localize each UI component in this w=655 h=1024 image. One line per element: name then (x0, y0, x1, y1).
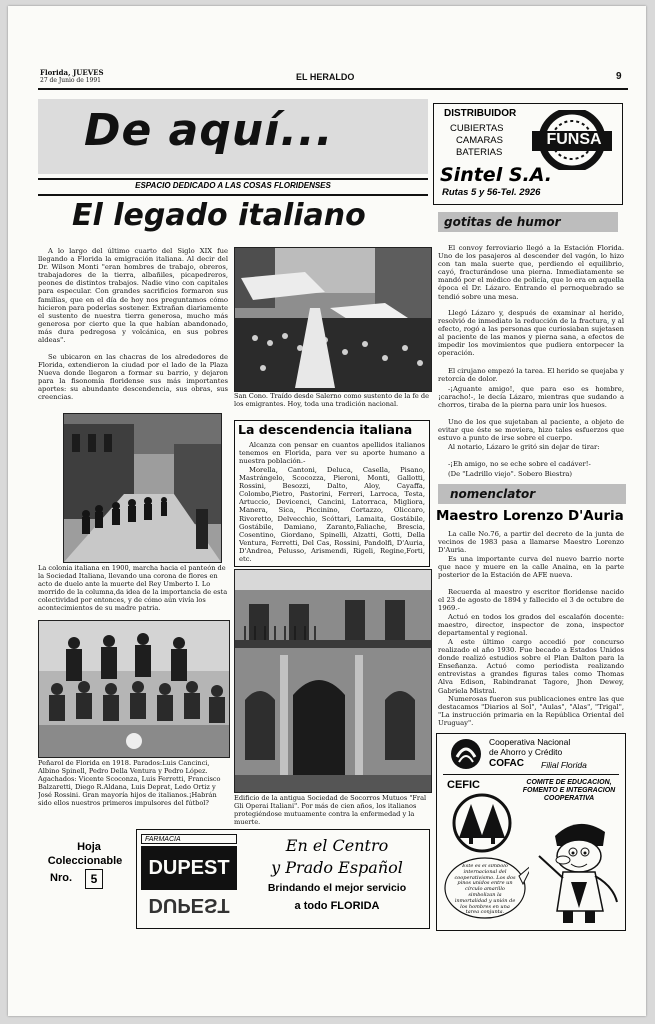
main-headline: El legado italiano (72, 198, 366, 233)
subtitle-rule (38, 194, 428, 196)
newspaper-page (8, 6, 646, 1016)
society-building-photo (234, 569, 432, 793)
pharmacy-line-4: a todo FLORIDA (294, 900, 380, 912)
cefic-label: CEFIC (447, 779, 480, 791)
cofac-rule (443, 774, 619, 775)
gotitas-para-1: El convoy ferroviario llegó a la Estación Florida. Uno de los pasajeros al descender del vagón, lo hizo con tan mala suerte que, perdiendo el equilibrio, cayó, fracturándose una pierna. Inmediatamente se mandó por el médico de policía, que lo era en aquella época el Dr. Lázaro. Entrando el pernoquebrado se tendió sobre una mesa. (438, 244, 624, 301)
gotitas-para-2: Llegó Lázaro y, después de examinar al herido, resolvió de inmediato la reducción de la fractura, y al efecto, rogó a las personas que curiosiaban sujetasen al paciente de las manos y pierna sana, a efectos de impedir los movimientos que pudiera entorpecer la operación. (438, 309, 624, 358)
cofac-brand: COFAC (489, 758, 524, 769)
descendencia-title: La descendencia italiana (238, 422, 413, 437)
sintel-address: Rutas 5 y 56-Tel. 2926 (442, 187, 541, 198)
gotitas-para-7: -¡Eh amigo, no se eche sobre el cadáver!- (448, 460, 591, 468)
cofac-line-1: Cooperativa Nacional (489, 737, 571, 747)
hoja-label: Hoja (77, 841, 101, 853)
colony-march-photo (63, 413, 222, 563)
cofac-logo-icon (449, 737, 483, 771)
hoja-coleccionable: Coleccionable (47, 855, 123, 867)
hoja-nro-label: Nro. (50, 872, 72, 884)
nomenclator-para-3: Recuerda al maestro y escritor floridense nacido el 23 de agosto de 1894 y fallecido el 3 de octubre de 1969.- (438, 588, 624, 613)
nomenclator-para-5: A este último cargo accedió por concurso realizado el año 1930. Fue becado a Estados Unidos donde realizó estudios sobre el Plan Dalton para la Enseñanza. Actuó como periodista realizando entrevistas a grandes figuras tales como Thomas Alva Edison, Rabindranat Tagore, Jhon Dewey, Gabriela Mistral. (438, 638, 624, 695)
nomenclator-para-6: Numerosas fueron sus publicaciones entre las que destacamos "Diarios al Sol", "Aulas", "Alas", "Trigal", "La instrucción primaria en la República Oriental del Uruguay". (438, 695, 624, 728)
cefic-committee: COMITE DE EDUCACION, FOMENTO E INTEGRACION COOPERATIVA (522, 779, 616, 802)
distributor-label: DISTRIBUIDOR (444, 108, 517, 119)
cartoon-character (533, 816, 623, 926)
cofac-line-2: de Ahorro y Crédito (489, 747, 563, 757)
nomenclator-para-4: Actuó en todos los grados del escalafón docente: maestro, director, inspector de zona, inspector departamental y regional. (438, 613, 624, 638)
pharmacy-tag: FARMACIA (141, 834, 237, 844)
nomenclator-para-2: Es una importante curva del nuevo barrio norte que nace y muere en la calle Anaina, en la parte posterior de la Estación de AFE nueva. (438, 555, 624, 580)
article-para-1: A lo largo del último cuarto del Siglo XIX fue llegando a Florida la emigración italiana. Al decir del Dr. Wilson Monti "eran hombres de trabajo, obreros, trabajadores de la tierra, albañiles, picapedreros, peones de distintos trabajos. Nadie vino con capitales para especular. Con grandes sacrificios formaron sus familias, que en el día de hoy nos preguntamos cómo hicieron para poderlas sostener. Extrañan diariamente el sustento de nuestra tierra generosa, mucho más generosa por cierto que la que habían abandonado, más dura pedregosa y volcánica, en sus pobres aldeas". (38, 247, 228, 345)
nomenclator-header: nomenclator (438, 484, 626, 504)
cofac-branch: Filial Florida (541, 760, 587, 770)
pharmacy-line-1: En el Centro (285, 836, 389, 855)
twin-pines-icon (451, 792, 513, 854)
descendencia-intro: Alcanza con pensar en cuantos apellidos italianos tenemos en Florida, para ver su aporte humano a nuestra población.- (239, 441, 425, 465)
ad-line-baterias: BATERIAS (456, 147, 503, 158)
sintel-company: Sintel S.A. (440, 164, 552, 186)
caption-procession: San Cono. Traído desde Salerno como sustento de la fe de los emigrantes. Hoy, toda una tradición nacional. (234, 392, 430, 408)
gotitas-header: gotitas de humor (438, 212, 618, 232)
bubble-text: Este es el símbolo internacional del cooperativismo. Los dos pinos unidos entre un círculo amarillo simbolizan la inmortalidad y unión de los hombres en una tarea conjunta. (454, 864, 516, 916)
page-number: 9 (616, 71, 622, 82)
nomenclator-headline: Maestro Lorenzo D'Auria (436, 508, 624, 524)
section-subtitle: ESPACIO DEDICADO A LAS COSAS FLORIDENSES (135, 181, 331, 190)
funsa-ad (433, 103, 623, 205)
head-rule (38, 88, 628, 90)
gotitas-para-6: Al notario, Lázaro le gritó sin dejar de tirar: (448, 443, 600, 451)
running-head-place: Florida, JUEVES (40, 68, 104, 77)
cofac-ad (436, 733, 626, 931)
hoja-number: 5 (85, 869, 103, 889)
caption-colony: La colonia italiana en 1900, marcha hacia el panteón de la Sociedad Italiana, llevando una corona de flores en acto de duelo ante la muerte del Rey Umberto I. Lo morrido de la columna,da idea de la importancia de esta colectividad por entonces, y de cómo aún vivía los acontecimientos de su madre patria. (38, 564, 228, 612)
pharmacy-name: DUPEST (141, 846, 237, 890)
running-head-date: 27 de Junio de 1991 (40, 77, 101, 84)
football-team-photo (38, 620, 230, 758)
ad-line-camaras: CAMARAS (456, 135, 503, 146)
gotitas-credit: (De "Ladrillo viejo". Sobero Biestra) (448, 470, 573, 478)
descendencia-box (234, 420, 430, 567)
gotitas-para-3: El cirujano empezó la tarea. El herido se quejaba y retorcía de dolor. (438, 367, 624, 384)
pharmacy-ad (136, 829, 430, 929)
ad-line-cubiertas: CUBIERTAS (450, 123, 504, 134)
nomenclator-para-1: La calle No.76, a partir del decreto de la junta de vecinos de 1983 pasa a llamarse Maestro Lorenzo D'Auria. (438, 530, 624, 555)
section-banner (38, 99, 428, 174)
pharmacy-name-reflection: DUPEST (148, 894, 230, 916)
caption-team: Peñarol de Florida en 1918. Parados:Luis Cancinci, Albino Spinell, Pedro Della Ventura y Pedro López. Agachados: Vicente Scoconza, Luis Ferretti, Francisco Balzaretti, Diego R.Aldana, Luis Deprat, Ledo Ortiz y José Rossini. Gran mayoría hijos de italianos.¡Habrán sido ellos nuestros primeros impulsores del fútbol? (38, 759, 221, 807)
procession-photo (234, 247, 432, 392)
pharmacy-line-3: Brindando el mejor servicio (267, 882, 407, 894)
caption-building: Edificio de la antigua Sociedad de Socorros Mutuos "Fral Gli Operai Italiani". Por más de cien años, los italianos protegiéndose mutuamente contra la enfermedad y la muerte. (234, 794, 427, 826)
article-para-2: Se ubicaron en las chacras de los alrededores de Florida, extendieron la ciudad por el lado de la Plaza Nueva donde llegaron a formar su barrio, y dejaron para la fisonomía floridense sus más importantes aportes: su abundante descendencia, sus obras, sus creencias. (38, 353, 228, 402)
gotitas-para-4: -¡Aguante amigo!, que para eso es hombre,¡caracho!-, le decía Lázaro, mientras que sudando a chorros, tiraba de la pierna para unir los huesos. (438, 385, 624, 410)
section-title: De aquí... (84, 105, 334, 156)
gotitas-para-5: Uno de los que sujetaban al paciente, a objeto de evitar que éste se moviera, hizo tales esfuerzos que estuvo a punto de irse sobre el cuerpo. (438, 418, 624, 443)
pharmacy-line-2: y Prado Español (271, 858, 403, 877)
paper-name: EL HERALDO (296, 72, 355, 82)
funsa-brand: FUNSA (546, 131, 602, 148)
banner-rule (38, 178, 428, 180)
descendencia-names: Morella, Cantoni, Deluca, Casella, Pisano, Mastrángelo, Scocozza, Pieroni, Monti, Gallotti, Rossini, Besozzi, Dalto, Aloy, Cayaffa, Colombo,Pietro, Pastorini, Ferreri, Larroca, Testa, Artuccio, Devicenci, Cancini, Latorraca, Migliora, Manera, Sica, Piccinino, Cortazzo, Oliccaro, Rivoretto, Delvecchio, Scóttari, Lamaita, Gostábile, Gostábile, Damiano, Zaranto,Faliache, Brescia, Cosentino, Giordano, Spinelli, Alzatti, Gotti, Della Ventura, Ferretti, Del Cas, Rossini, Pandolfi, D'Auria, D'Andrea, Pelusso, Arismendi, Rigeli, Regine,Forti, etc. (239, 466, 425, 564)
